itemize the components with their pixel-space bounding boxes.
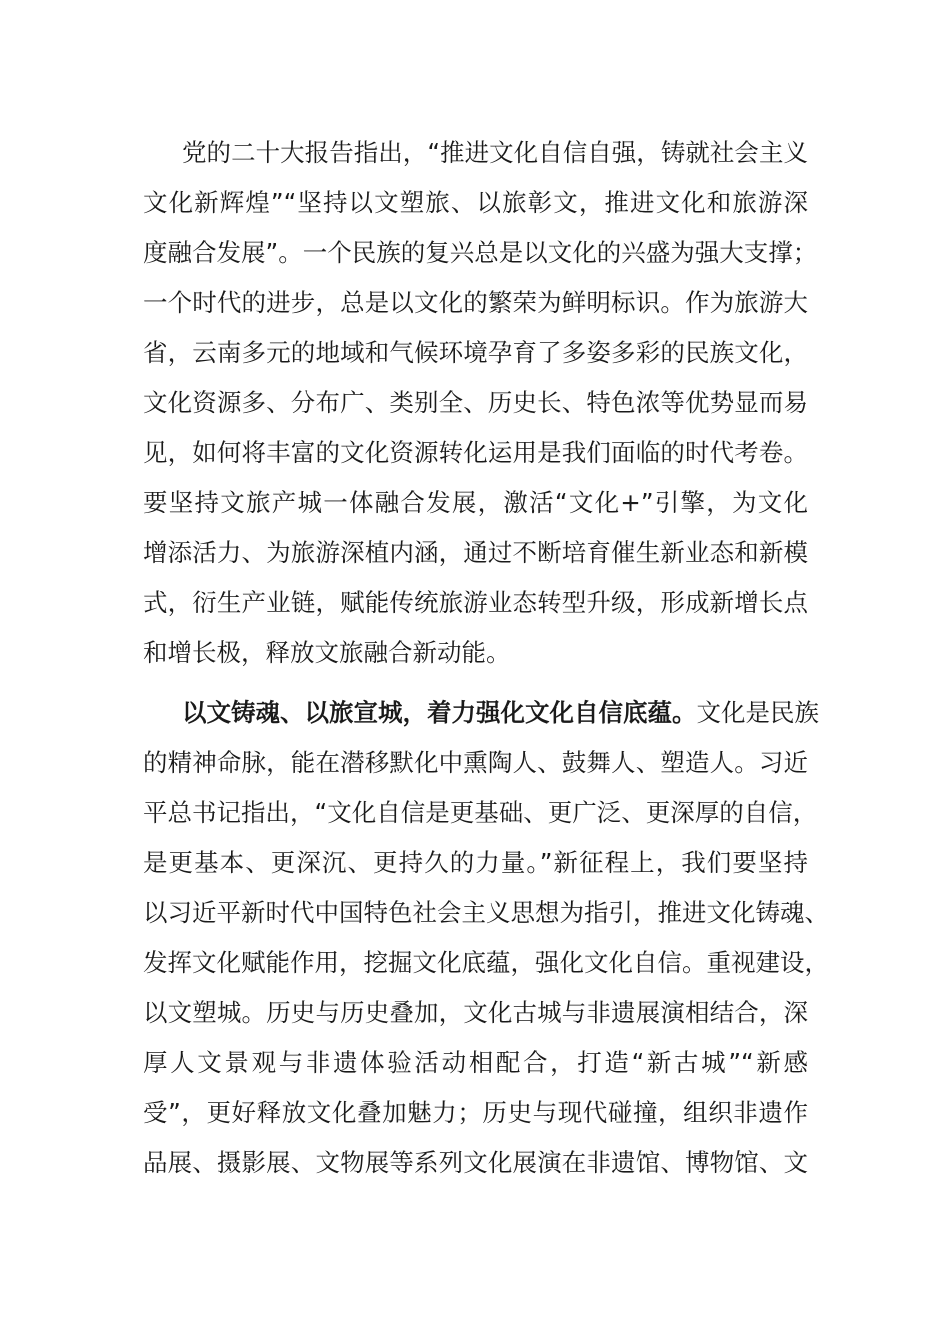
text-line: 平总书记指出，“文化自信是更基础、更广泛、更深厚的自信， — [143, 798, 818, 827]
text-line: 以习近平新时代中国特色社会主义思想为指引，推进文化铸魂、 — [143, 898, 829, 927]
text-line: 发挥文化赋能作用，挖掘文化底蕴，强化文化自信。重视建设， — [143, 948, 829, 977]
text-line: 厚人文景观与非遗体验活动相配合，打造“新古城”“新感 — [143, 1048, 808, 1077]
text-line: 度融合发展”。一个民族的复兴总是以文化的兴盛为强大支撑； — [143, 238, 818, 267]
paragraph-2 — [143, 688, 829, 1188]
text-line: 和增长极，释放文旅融合新动能。 — [143, 638, 511, 667]
document-body — [143, 128, 829, 1188]
text-line: 党的二十大报告指出，“推进文化自信自强，铸就社会主义 — [182, 138, 808, 167]
text-line: 省，云南多元的地域和气候环境孕育了多姿多彩的民族文化， — [143, 338, 808, 367]
text-line: 的精神命脉，能在潜移默化中熏陶人、鼓舞人、塑造人。习近 — [143, 748, 808, 777]
heading-line-rest: 文化是民族 — [696, 698, 819, 727]
text-line: 见，如何将丰富的文化资源转化运用是我们面临的时代考卷。 — [143, 438, 808, 467]
paragraph-1 — [143, 128, 818, 678]
text-line-with-heading — [143, 688, 819, 738]
text-line: 以文塑城。历史与历史叠加，文化古城与非遗展演相结合，深 — [143, 998, 808, 1027]
text-line: 文化资源多、分布广、类别全、历史长、特色浓等优势显而易 — [143, 388, 808, 417]
text-line: 一个时代的进步，总是以文化的繁荣为鲜明标识。作为旅游大 — [143, 288, 808, 317]
text-line: 品展、摄影展、文物展等系列文化展演在非遗馆、博物馆、文 — [143, 1148, 808, 1177]
text-line: 式，衍生产业链，赋能传统旅游业态转型升级，形成新增长点 — [143, 588, 808, 617]
text-line: 是更基本、更深沉、更持久的力量。”新征程上，我们要坚持 — [143, 848, 808, 877]
text-line: 受”，更好释放文化叠加魅力；历史与现代碰撞，组织非遗作 — [143, 1098, 808, 1127]
text-line: 文化新辉煌”“坚持以文塑旅、以旅彰文，推进文化和旅游深 — [143, 188, 808, 217]
text-line: 增添活力、为旅游深植内涵，通过不断培育催生新业态和新模 — [143, 538, 808, 567]
paragraph-heading: 以文铸魂、以旅宣城，着力强化文化自信底蕴。 — [182, 698, 697, 727]
text-line: 要坚持文旅产城一体融合发展，激活“文化+”引擎，为文化 — [143, 488, 808, 517]
